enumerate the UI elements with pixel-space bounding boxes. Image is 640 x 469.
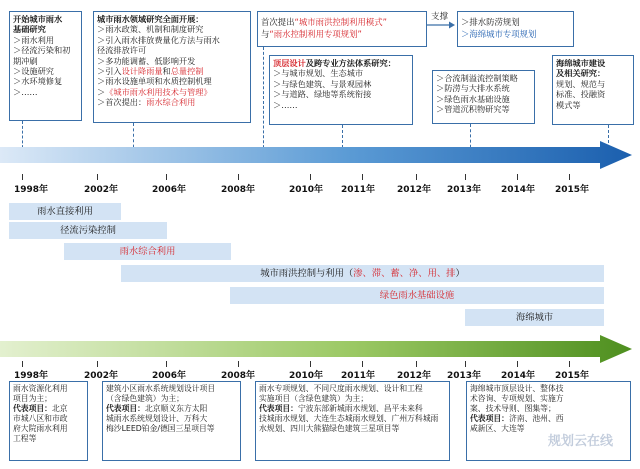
box2-item: ＞多功能调蓄、低影响开发 xyxy=(97,55,196,66)
box1-head-2: 基础研究 xyxy=(13,24,46,35)
bb3-line: 雨水专项规划、不同尺度雨水规划、设计和工程 xyxy=(259,384,423,393)
box2-item8-pre: ＞首次提出： xyxy=(97,97,147,108)
bb2-rep-label: 代表项目： xyxy=(106,404,145,413)
bb1-line xyxy=(13,404,84,414)
bb3-rep-rest: 宁波东部新城雨水规划、昌平未来科 xyxy=(297,404,423,413)
box2-item-5 xyxy=(97,66,247,76)
box5-item: ＞与城市规划、生态城市 xyxy=(273,68,364,79)
year-label: 2015年 xyxy=(555,371,590,381)
year-tick xyxy=(310,174,311,180)
box3-l2-red: “雨水控制利用专项规划” xyxy=(269,29,362,39)
box3-line2 xyxy=(261,28,423,40)
year-tick xyxy=(362,174,363,180)
box7-head: 海绵城市建设 xyxy=(556,58,606,68)
box6-item: ＞管道沉积物研究等 xyxy=(436,104,510,115)
box1-item: ＞水环境修复 xyxy=(13,76,63,87)
year-label: 2013年 xyxy=(447,371,482,381)
top-timeline-arrow xyxy=(0,141,640,171)
year-label: 1998年 xyxy=(14,371,49,381)
year-tick xyxy=(310,361,311,367)
year-label: 2006年 xyxy=(152,371,187,381)
year-label: 2008年 xyxy=(221,185,256,195)
year-label: 2012年 xyxy=(397,185,432,195)
box5-item: ＞…… xyxy=(273,99,298,110)
year-label: 2015年 xyxy=(555,185,590,195)
box7-item: 规划、规范与 xyxy=(556,78,606,89)
bb4-line: 术咨询、专项规划、实施方 xyxy=(470,394,564,403)
year-tick xyxy=(166,361,167,367)
bb1-line: 市城八区和市政 xyxy=(13,414,68,423)
year-label: 2010年 xyxy=(289,371,324,381)
year-label: 2010年 xyxy=(289,185,324,195)
bb1-rep-label: 代表项目： xyxy=(13,404,52,413)
box5-head-red: 顶层设计 xyxy=(273,58,306,68)
box2-item-7: ＞《城市雨水利用技术与管理》 xyxy=(97,86,212,97)
box5-item: ＞与绿色建筑、与景观园林 xyxy=(273,78,372,89)
year-tick xyxy=(362,361,363,367)
watermark-text: 规划云在线 xyxy=(548,434,614,449)
bb3-line: 技城雨水规划、大连生态城雨水规划、广州万科城雨 xyxy=(259,414,439,423)
bb4-line: 咸新区、大连等 xyxy=(470,424,525,433)
phase-bar-label xyxy=(121,265,604,282)
year-tick xyxy=(238,174,239,180)
box1-item: 期冲刷 xyxy=(13,55,38,66)
box3-l1-pre: 首次提出 xyxy=(261,17,295,27)
bb1-line: 雨水资源化利用 xyxy=(13,384,68,393)
year-tick xyxy=(465,361,466,367)
box2-item5-red1: 设计降雨量 xyxy=(121,66,163,77)
year-label: 2014年 xyxy=(501,371,536,381)
box7-item: 模式等 xyxy=(556,99,581,110)
project-box-2002 xyxy=(102,381,241,461)
box-early-research xyxy=(9,11,82,121)
b4-pre: 城市雨洪控制与利用（ xyxy=(260,268,354,279)
bb2-line: 建筑小区雨水系统规划设计项目 xyxy=(106,384,216,393)
box2-item: ＞雨水设施单项和水质控制机理 xyxy=(97,76,212,87)
box-planning xyxy=(457,11,574,47)
bb2-rep-rest: 北京顺义东方太阳 xyxy=(144,404,208,413)
box1-item: ＞设施研究 xyxy=(13,66,54,77)
year-tick xyxy=(416,361,417,367)
box-first-proposal xyxy=(257,11,427,47)
bb3-line: 水规划、四川大熊猫绿色建筑三星项目等 xyxy=(259,424,400,433)
bb2-line: 梅沙LEED铂金/德国三星项目等 xyxy=(106,424,215,433)
b4-post: ） xyxy=(455,268,465,279)
year-label: 2011年 xyxy=(341,371,376,381)
bb2-line: 城雨水系统规划设计、万科大 xyxy=(106,414,208,423)
project-box-1998 xyxy=(9,381,88,461)
support-label: 支撑 xyxy=(431,12,449,22)
year-tick xyxy=(569,174,570,180)
project-box-2015 xyxy=(466,381,631,461)
box2-item7-book: 《城市雨水利用技术与管理》 xyxy=(105,86,212,97)
year-label: 2011年 xyxy=(341,185,376,195)
box2-item5-red2: 总量控制 xyxy=(170,66,204,77)
year-label: 2002年 xyxy=(84,371,119,381)
bb4-rep-label: 代表项目： xyxy=(470,414,509,423)
box2-item-8 xyxy=(97,97,247,107)
year-tick xyxy=(166,174,167,180)
box6-item: ＞合流制溢流控制策略 xyxy=(436,73,518,83)
year-label: 2008年 xyxy=(221,371,256,381)
year-tick xyxy=(517,174,518,180)
box7-head: 及相关研究： xyxy=(556,68,606,79)
box2-item5-mid: 和 xyxy=(162,66,171,77)
bb4-rep-rest: 济南、池州、西 xyxy=(508,414,564,423)
year-tick xyxy=(465,174,466,180)
bb4-line: 海绵城市顶层设计、整体技 xyxy=(470,384,564,393)
phase-bar-label: 绿色雨水基础设施 xyxy=(379,290,455,301)
box5-item: ＞与道路、绿地等系统衔接 xyxy=(273,89,372,100)
bb2-line: （含绿色建筑）为主； xyxy=(106,394,184,403)
box2-head: 城市雨水领域研究全面开展： xyxy=(97,14,204,24)
year-label: 2013年 xyxy=(447,185,482,195)
phase-bar-green-infrastructure xyxy=(230,287,604,304)
bb3-rep-label: 代表项目： xyxy=(259,404,298,413)
year-label: 1998年 xyxy=(14,185,49,195)
phase-bar-label: 雨水综合利用 xyxy=(119,246,176,257)
year-tick xyxy=(97,174,98,180)
box2-item: ＞雨水政策、机制和制度研究 xyxy=(97,24,204,35)
box2-item: 径流排放许可 xyxy=(97,45,147,56)
box2-item5-pre: ＞引入 xyxy=(97,66,122,77)
year-tick xyxy=(416,174,417,180)
bb4-line xyxy=(470,414,627,424)
year-tick xyxy=(22,174,23,180)
box-top-level-design xyxy=(269,55,413,125)
watermark xyxy=(548,430,613,449)
box4-item: ＞排水防涝规划 xyxy=(461,17,520,27)
phase-bar-stormwater-control xyxy=(121,265,604,282)
phase-bar-label: 雨水直接利用 xyxy=(37,206,93,217)
box1-item: ＞雨水利用 xyxy=(13,34,54,45)
box3-l1-red: “城市雨洪控制利用模式” xyxy=(294,17,387,27)
phase-bar-label: 海绵城市 xyxy=(515,312,554,323)
phase-bar-label: 径流污染控制 xyxy=(60,225,116,236)
connector-line xyxy=(263,47,264,153)
box3-l2-pre: 与 xyxy=(261,29,270,39)
year-label: 2014年 xyxy=(501,185,536,195)
b4-red: 渗、滞、蓄、净、用、排 xyxy=(353,268,456,279)
box2-item: ＞引入雨水排放费量化方法与雨水 xyxy=(97,34,220,45)
phase-bar-runoff-pollution xyxy=(9,222,167,239)
project-box-2008 xyxy=(255,381,450,461)
box1-head-1: 开始城市雨水 xyxy=(13,14,63,24)
box-overflow-control xyxy=(432,70,535,124)
box1-item: ＞径流污染和初 xyxy=(13,45,71,56)
box5-head-rest: 及跨专业方法体系研究： xyxy=(305,58,396,68)
bb3-line: 实施项目（含绿色建筑）为主； xyxy=(259,394,369,403)
box-comprehensive-research xyxy=(93,11,251,123)
year-label: 2012年 xyxy=(397,371,432,381)
bb2-line xyxy=(106,404,237,414)
year-tick xyxy=(238,361,239,367)
box3-line1 xyxy=(261,16,423,28)
phase-bar-direct-use xyxy=(9,203,121,220)
phase-bar-sponge-city xyxy=(465,309,604,326)
box1-item: ＞…… xyxy=(13,86,38,97)
box4-item: ＞海绵城市专项规划 xyxy=(461,29,537,39)
support-arrow-icon xyxy=(425,20,455,30)
bb1-rep-rest: 北京 xyxy=(51,404,68,413)
phase-bar-comprehensive-use xyxy=(64,243,231,260)
box6-item: ＞绿色雨水基础设施 xyxy=(436,93,510,104)
bottom-timeline-arrow xyxy=(0,335,640,365)
year-tick xyxy=(22,361,23,367)
year-tick xyxy=(517,361,518,367)
box2-item8-red: 雨水综合利用 xyxy=(146,97,196,108)
bb4-line: 案、技术导则、图集等； xyxy=(470,404,556,413)
year-label: 2002年 xyxy=(84,185,119,195)
box7-item: 标准、投融资 xyxy=(556,89,606,100)
bb1-line: 项目为主； xyxy=(13,394,52,403)
box6-item: ＞防涝与大排水系统 xyxy=(436,83,510,94)
box-sponge-city xyxy=(552,55,634,125)
bb3-line xyxy=(259,404,446,414)
box5-head xyxy=(273,58,409,68)
year-label: 2006年 xyxy=(152,185,187,195)
year-tick xyxy=(97,361,98,367)
bb1-line: 工程等 xyxy=(13,434,37,443)
year-tick xyxy=(569,361,570,367)
bb1-line: 府大院雨水利用 xyxy=(13,424,68,433)
